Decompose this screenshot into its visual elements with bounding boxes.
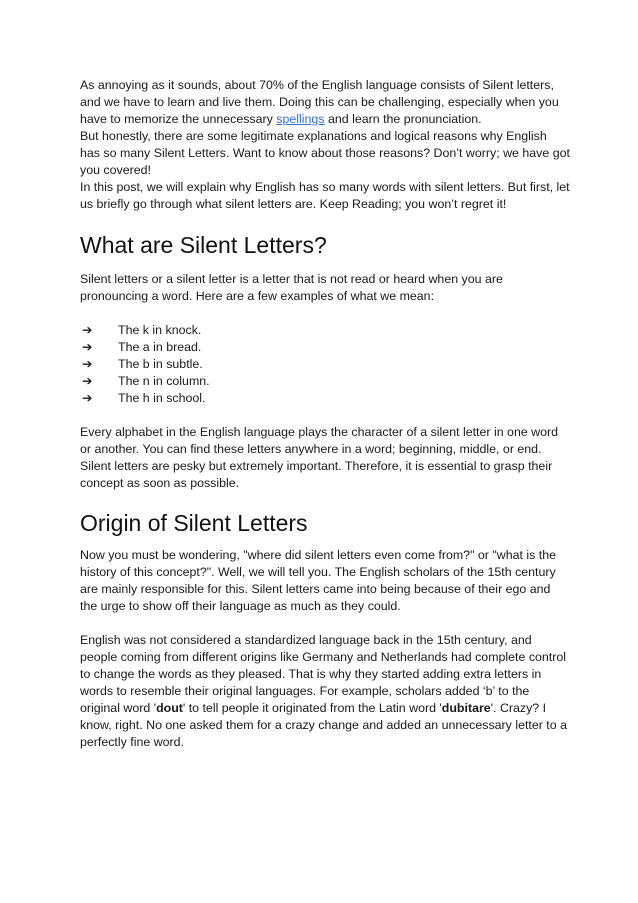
arrow-icon: ➔ (82, 340, 93, 354)
arrow-icon: ➔ (82, 357, 93, 371)
origin-text: '. Crazy? I know, right. No one asked them for a crazy change and added an unnecessary letter to a perfectly fine word. (80, 701, 567, 749)
list-item-text: The b in subtle. (118, 357, 203, 371)
intro-paragraph-3: In this post, we will explain why English has so many words with silent letters. But first, let us briefly go through what silent letters are. Keep Reading; you won’t regret it! (80, 180, 570, 211)
intro-paragraph-2: But honestly, there are some legitimate explanations and logical reasons why English has so many Silent Letters. Want to know about those reasons? Don’t worry; we have got you covered! (80, 129, 570, 177)
list-item (80, 373, 570, 390)
origin-paragraph-1: Now you must be wondering, "where did silent letters even come from?" or "what is the history of this concept?". Well, we will tell you. The English scholars of the 15th century are mainly responsible for this. Silent letters came into being because of their ego and the urge to show off their language as much as they could. (80, 548, 556, 613)
list-item-text: The h in school. (118, 391, 206, 405)
examples-list (80, 322, 570, 407)
list-item (80, 356, 570, 373)
origin-text: ' to tell people it originated from the Latin word ' (182, 701, 442, 715)
intro-text: As annoying as it sounds, about 70% of the English language consists of Silent letters, and we have to learn and live them. Doing this can be challenging, especially when you have to memorize the unnecessary (80, 78, 559, 126)
section-heading-what-are-silent-letters: What are Silent Letters? (80, 232, 327, 258)
list-item (80, 322, 570, 339)
spellings-link[interactable]: spellings (276, 112, 325, 126)
arrow-icon: ➔ (82, 391, 93, 405)
list-item-text: The n in column. (118, 374, 210, 388)
intro-paragraph-1 (80, 77, 570, 128)
bold-word-dout: dout (156, 701, 183, 715)
list-item (80, 390, 570, 407)
document-page (80, 77, 570, 751)
what-paragraph-1: Silent letters or a silent letter is a letter that is not read or heard when you are pronouncing a word. Here are a few examples of what we mean: (80, 272, 503, 303)
arrow-icon: ➔ (82, 374, 93, 388)
list-item (80, 339, 570, 356)
bold-word-dubitare: dubitare (441, 701, 491, 715)
arrow-icon: ➔ (82, 323, 93, 337)
section-heading-origin-of-silent-letters: Origin of Silent Letters (80, 510, 308, 536)
list-item-text: The a in bread. (118, 340, 202, 354)
list-item-text: The k in knock. (118, 323, 202, 337)
origin-text: English was not considered a standardized language back in the 15th century, and people coming from different origins like Germany and Netherlands had complete control to change the words as they pleased. That is why they started adding extra letters in words to resemble their original languages. For example, scholars added ‘b’ to the original word ' (80, 633, 567, 715)
what-paragraph-2: Every alphabet in the English language plays the character of a silent letter in one word or another. You can find these letters anywhere in a word; beginning, middle, or end. Silent letters are pesky but extremely important. Therefore, it is essential to grasp their concept as soon as possible. (80, 425, 559, 490)
intro-text: and learn the pronunciation. (324, 112, 482, 126)
origin-paragraph-2 (80, 632, 570, 751)
